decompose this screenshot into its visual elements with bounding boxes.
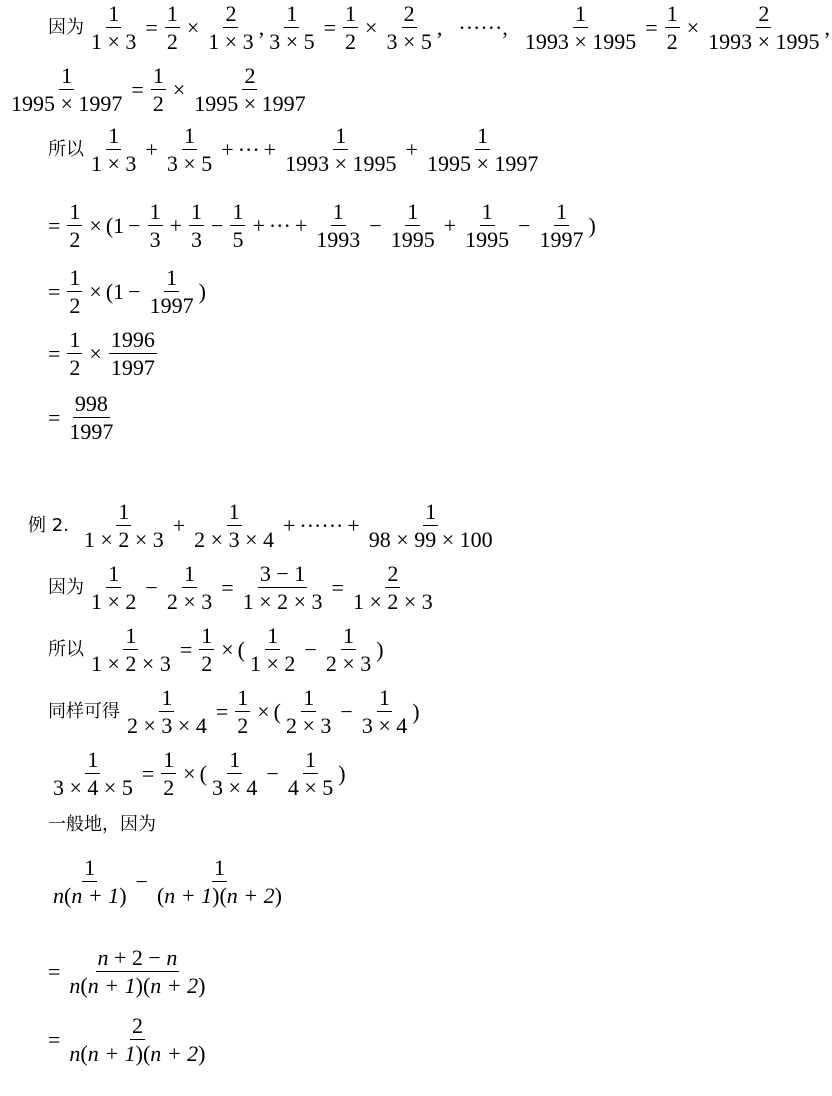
fraction: $\frac{2}{1 \times 3}$ bbox=[208, 1, 254, 55]
fraction: $\frac{1}{1997}$ bbox=[149, 265, 194, 319]
label-example-2: 例 2. bbox=[28, 514, 69, 536]
fraction: $\frac{1}{3}$ bbox=[149, 199, 161, 253]
fraction: $\frac{1}{3 \times 5}$ bbox=[166, 123, 213, 177]
fraction: $\frac{3 - 1}{1 \times 2 \times 3}$ bbox=[242, 561, 323, 615]
formula-line-ex2-1: 因为 $\frac{1}{1 \times 2}$ − $\frac{1}{2 \times 3}$ = $\frac{3 - 1}{1 \times 2 \times 3}$ = $\frac{2}{1 \times 2 \times 3}$ bbox=[48, 561, 433, 615]
fraction: $\frac{1}{(n + 1)(n + 2)}$ bbox=[156, 855, 282, 909]
fraction: $\frac{1}{3 \times 4 \times 5}$ bbox=[53, 747, 133, 801]
formula-line-ex2-2: 所以 $\frac{1}{1 \times 2 \times 3}$ = $\frac{1}{2}$ × ( $\frac{1}{1 \times 2}$ − $\frac{1}{2 \times 3}$ ) bbox=[48, 623, 384, 677]
fraction: $\frac{2}{n(n + 1)(n + 2)}$ bbox=[69, 1013, 206, 1067]
fraction: $\frac{1}{98 \times 99 \times 100}$ bbox=[368, 499, 493, 553]
formula-line-3: 所以 $\frac{1}{1 \times 3}$ + $\frac{1}{3 \times 5}$ + ··· + $\frac{1}{1993 \times 1995}$ + $\frac{1}{1995 \times 1997}$ bbox=[48, 123, 539, 177]
fraction: $\frac{1}{n(n + 1)}$ bbox=[53, 855, 127, 909]
fraction: $\frac{1}{3 \times 4}$ bbox=[361, 685, 408, 739]
fraction: $\frac{1}{2}$ bbox=[69, 265, 81, 319]
formula-line-4: = $\frac{1}{2}$ × ( 1 − $\frac{1}{3}$ + $\frac{1}{3}$ − $\frac{1}{5}$ + ··· + $\frac{1}{1993}$ − $\frac{1}{1995}$ + $\frac{1}{1995}$ − $\frac{1}{1997}$ ) bbox=[48, 199, 596, 253]
fraction: $\frac{2}{3 \times 5}$ bbox=[386, 1, 432, 55]
formula-line-ex2-3: 同样可得 $\frac{1}{2 \times 3 \times 4}$ = $\frac{1}{2}$ × ( $\frac{1}{2 \times 3}$ − $\frac{1}{3 \times 4}$ ) bbox=[48, 685, 420, 739]
fraction: $\frac{1}{2}$ bbox=[666, 1, 678, 55]
fraction: $\frac{1}{2}$ bbox=[345, 1, 357, 55]
fraction: $\frac{1}{1997}$ bbox=[539, 199, 584, 253]
fraction: $\frac{1}{2}$ bbox=[69, 199, 81, 253]
label-yinwei: 因为 bbox=[48, 576, 84, 598]
formula-line-1: 因为 $\frac{1}{1 \times 3}$ = $\frac{1}{2}$ × $\frac{2}{1 \times 3}$ , $\frac{1}{3 \times 5}$ = $\frac{1}{2}$ × $\frac{2}{3 \times 5}$ , ······, $\frac{1}{1993 \times 1995}$ = $\frac{1}{2}$ × $\frac{2}{1993 \times 1995}$ , bbox=[48, 1, 831, 55]
label-suoyi: 所以 bbox=[48, 138, 84, 160]
label-suoyi: 所以 bbox=[48, 638, 84, 660]
fraction: $\frac{1}{1 \times 3}$ bbox=[91, 1, 137, 55]
formula-line-general-3: = $\frac{2}{n(n + 1)(n + 2)}$ bbox=[48, 1013, 206, 1067]
fraction: $\frac{1}{4 \times 5}$ bbox=[287, 747, 334, 801]
fraction: $\frac{1}{5}$ bbox=[232, 199, 244, 253]
fraction: $\frac{1}{1995 \times 1997}$ bbox=[426, 123, 539, 177]
text-yibandi: 一般地，因为 bbox=[48, 814, 156, 835]
formula-line-6: = $\frac{1}{2}$ × $\frac{1996}{1997}$ bbox=[48, 327, 155, 381]
fraction: $\frac{1}{2 \times 3}$ bbox=[325, 623, 372, 677]
fraction: $\frac{1}{1993}$ bbox=[316, 199, 361, 253]
fraction: $\frac{1}{1 \times 2 \times 3}$ bbox=[83, 499, 164, 553]
formula-line-5: = $\frac{1}{2}$ × ( 1 − $\frac{1}{1997}$ ) bbox=[48, 265, 206, 319]
fraction: $\frac{1}{2}$ bbox=[166, 1, 178, 55]
fraction: $\frac{1}{3 \times 4}$ bbox=[212, 747, 258, 801]
fraction: $\frac{1}{2}$ bbox=[152, 63, 164, 117]
fraction: $\frac{1}{2 \times 3 \times 4}$ bbox=[194, 499, 274, 553]
fraction: $\frac{1}{1993 \times 1995}$ bbox=[285, 123, 397, 177]
fraction: $\frac{2}{1995 \times 1997}$ bbox=[194, 63, 306, 117]
fraction: $\frac{2}{1993 \times 1995}$ bbox=[708, 1, 820, 55]
example-2-heading: 例 2. $\frac{1}{1 \times 2 \times 3}$ + $\frac{1}{2 \times 3 \times 4}$ + ······ + $\frac{1}{98 \times 99 \times 100}$ bbox=[28, 499, 493, 553]
fraction: $\frac{1}{2 \times 3}$ bbox=[286, 685, 332, 739]
fraction: $\frac{1}{1995 \times 1997}$ bbox=[11, 63, 123, 117]
fraction: $\frac{1}{1 \times 2}$ bbox=[250, 623, 296, 677]
formula-line-ex2-4: $\frac{1}{3 \times 4 \times 5}$ = $\frac{1}{2}$ × ( $\frac{1}{3 \times 4}$ − $\frac{1}{4 \times 5}$ ) bbox=[53, 747, 346, 801]
fraction: $\frac{1}{1995}$ bbox=[465, 199, 510, 253]
fraction: $\frac{1}{2 \times 3}$ bbox=[166, 561, 213, 615]
fraction: $\frac{1}{3}$ bbox=[191, 199, 203, 253]
fraction: $\frac{n + 2 - n}{n(n + 1)(n + 2)}$ bbox=[69, 945, 206, 999]
formula-line-7: = $\frac{998}{1997}$ bbox=[48, 391, 114, 445]
fraction: $\frac{1}{1993 \times 1995}$ bbox=[524, 1, 637, 55]
fraction: $\frac{1}{2 \times 3 \times 4}$ bbox=[127, 685, 207, 739]
fraction: $\frac{1}{2}$ bbox=[237, 685, 249, 739]
formula-line-2: $\frac{1}{1995 \times 1997}$ = $\frac{1}{2}$ × $\frac{2}{1995 \times 1997}$ bbox=[11, 63, 306, 117]
fraction: $\frac{1}{2}$ bbox=[69, 327, 81, 381]
label-yinwei: 因为 bbox=[48, 16, 84, 38]
formula-line-general-2: = $\frac{n + 2 - n}{n(n + 1)(n + 2)}$ bbox=[48, 945, 206, 999]
fraction: $\frac{1}{1995}$ bbox=[390, 199, 435, 253]
fraction: $\frac{998}{1997}$ bbox=[69, 391, 114, 445]
fraction: $\frac{1}{1 \times 2}$ bbox=[91, 561, 137, 615]
fraction: $\frac{1}{1 \times 2 \times 3}$ bbox=[91, 623, 171, 677]
formula-line-general-1: $\frac{1}{n(n + 1)}$ − $\frac{1}{(n + 1)(n + 2)}$ bbox=[53, 855, 282, 909]
fraction: $\frac{2}{1 \times 2 \times 3}$ bbox=[352, 561, 433, 615]
fraction: $\frac{1}{1 \times 3}$ bbox=[91, 123, 137, 177]
fraction: $\frac{1996}{1997}$ bbox=[110, 327, 155, 381]
fraction: $\frac{1}{2}$ bbox=[163, 747, 175, 801]
fraction: $\frac{1}{3 \times 5}$ bbox=[269, 1, 315, 55]
label-tongyang: 同样可得 bbox=[48, 700, 120, 722]
fraction: $\frac{1}{2}$ bbox=[201, 623, 213, 677]
